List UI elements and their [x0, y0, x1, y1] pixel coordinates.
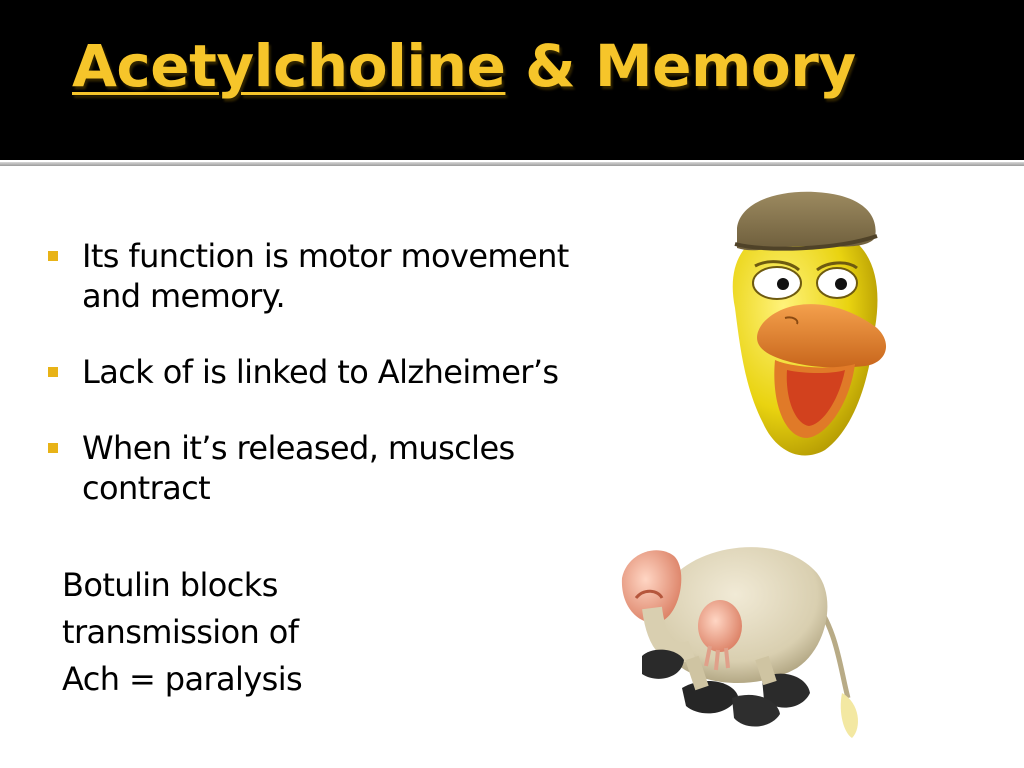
bullet-item — [48, 352, 628, 392]
slide-title — [72, 26, 856, 106]
note-line: Botulin blocks — [62, 566, 278, 604]
title-divider — [0, 162, 1024, 166]
bullet-text: When it’s released, muscles contract — [82, 429, 515, 507]
bullet-marker-icon — [48, 443, 58, 453]
bullet-list — [48, 236, 628, 544]
bullet-text: Its function is motor movement and memory. — [82, 237, 569, 315]
bullet-marker-icon — [48, 251, 58, 261]
title-rest: & Memory — [505, 32, 856, 100]
cow-image — [612, 538, 874, 742]
bullet-item — [48, 236, 628, 316]
bullet-item — [48, 428, 628, 508]
botulin-note — [62, 562, 382, 703]
duck-head-image — [715, 188, 895, 463]
note-line: transmission of — [62, 613, 299, 651]
title-bar — [0, 0, 1024, 160]
title-link-acetylcholine[interactable]: Acetylcholine — [72, 32, 506, 100]
note-line: Ach = paralysis — [62, 660, 303, 698]
bullet-marker-icon — [48, 367, 58, 377]
bullet-text: Lack of is linked to Alzheimer’s — [82, 353, 559, 391]
